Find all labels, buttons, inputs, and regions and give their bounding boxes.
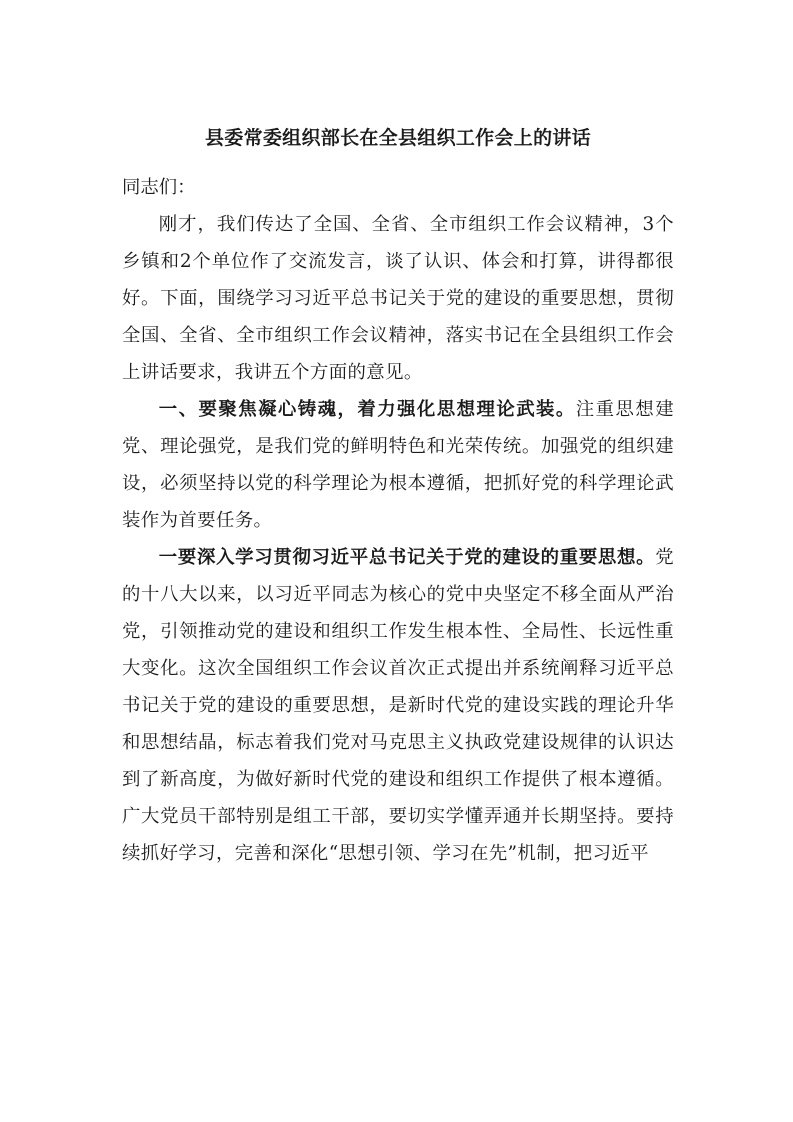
section-1-heading: 一、要聚焦凝心铸魂，着力强化思想理论武装。 bbox=[158, 399, 576, 420]
salutation: 同志们： bbox=[122, 177, 196, 198]
document-body bbox=[122, 122, 674, 872]
intro-paragraph: 刚才，我们传达了全国、全省、全市组织工作会议精神，3个乡镇和2个单位作了交流发言，谈了认识、体会和打算，讲得都很好。下面，围绕学习习近平总书记关于党的建设的重要思想，贯彻全国、全省、全市组织工作会议精神，落实书记在全县组织工作会上讲话要求，我讲五个方面的意见。 bbox=[122, 214, 674, 383]
point-1-heading: 一要深入学习贯彻习近平总书记关于党的建设的重要思想。 bbox=[158, 547, 656, 568]
section-1-paragraph bbox=[122, 391, 674, 539]
point-1-body: 党的十八大以来，以习近平同志为核心的党中央坚定不移全面从严治党，引领推动党的建设和组织工作发生根本性、全局性、长远性重大变化。这次全国组织工作会议首次正式提出并系统阐释习近平总书记关于党的建设的重要思想，是新时代党的建设实践的理论升华和思想结晶，标志着我们党对马克思主义执政党建设规律的认识达到了新高度，为做好新时代党的建设和组织工作提供了根本遵循。广大党员干部特别是组工干部，要切实学懂弄通并长期坚持。要持续抓好学习，完善和深化“思想引领、学习在先”机制，把习近平 bbox=[122, 547, 674, 864]
section-1-body: 注重思想建党、理论强党，是我们党的鲜明特色和光荣传统。加强党的组织建设，必须坚持以党的科学理论为根本遵循，把抓好党的科学理论武装作为首要任务。 bbox=[122, 399, 674, 531]
point-1-paragraph bbox=[122, 539, 674, 872]
document-title: 县委常委组织部长在全县组织工作会上的讲话 bbox=[204, 127, 591, 149]
